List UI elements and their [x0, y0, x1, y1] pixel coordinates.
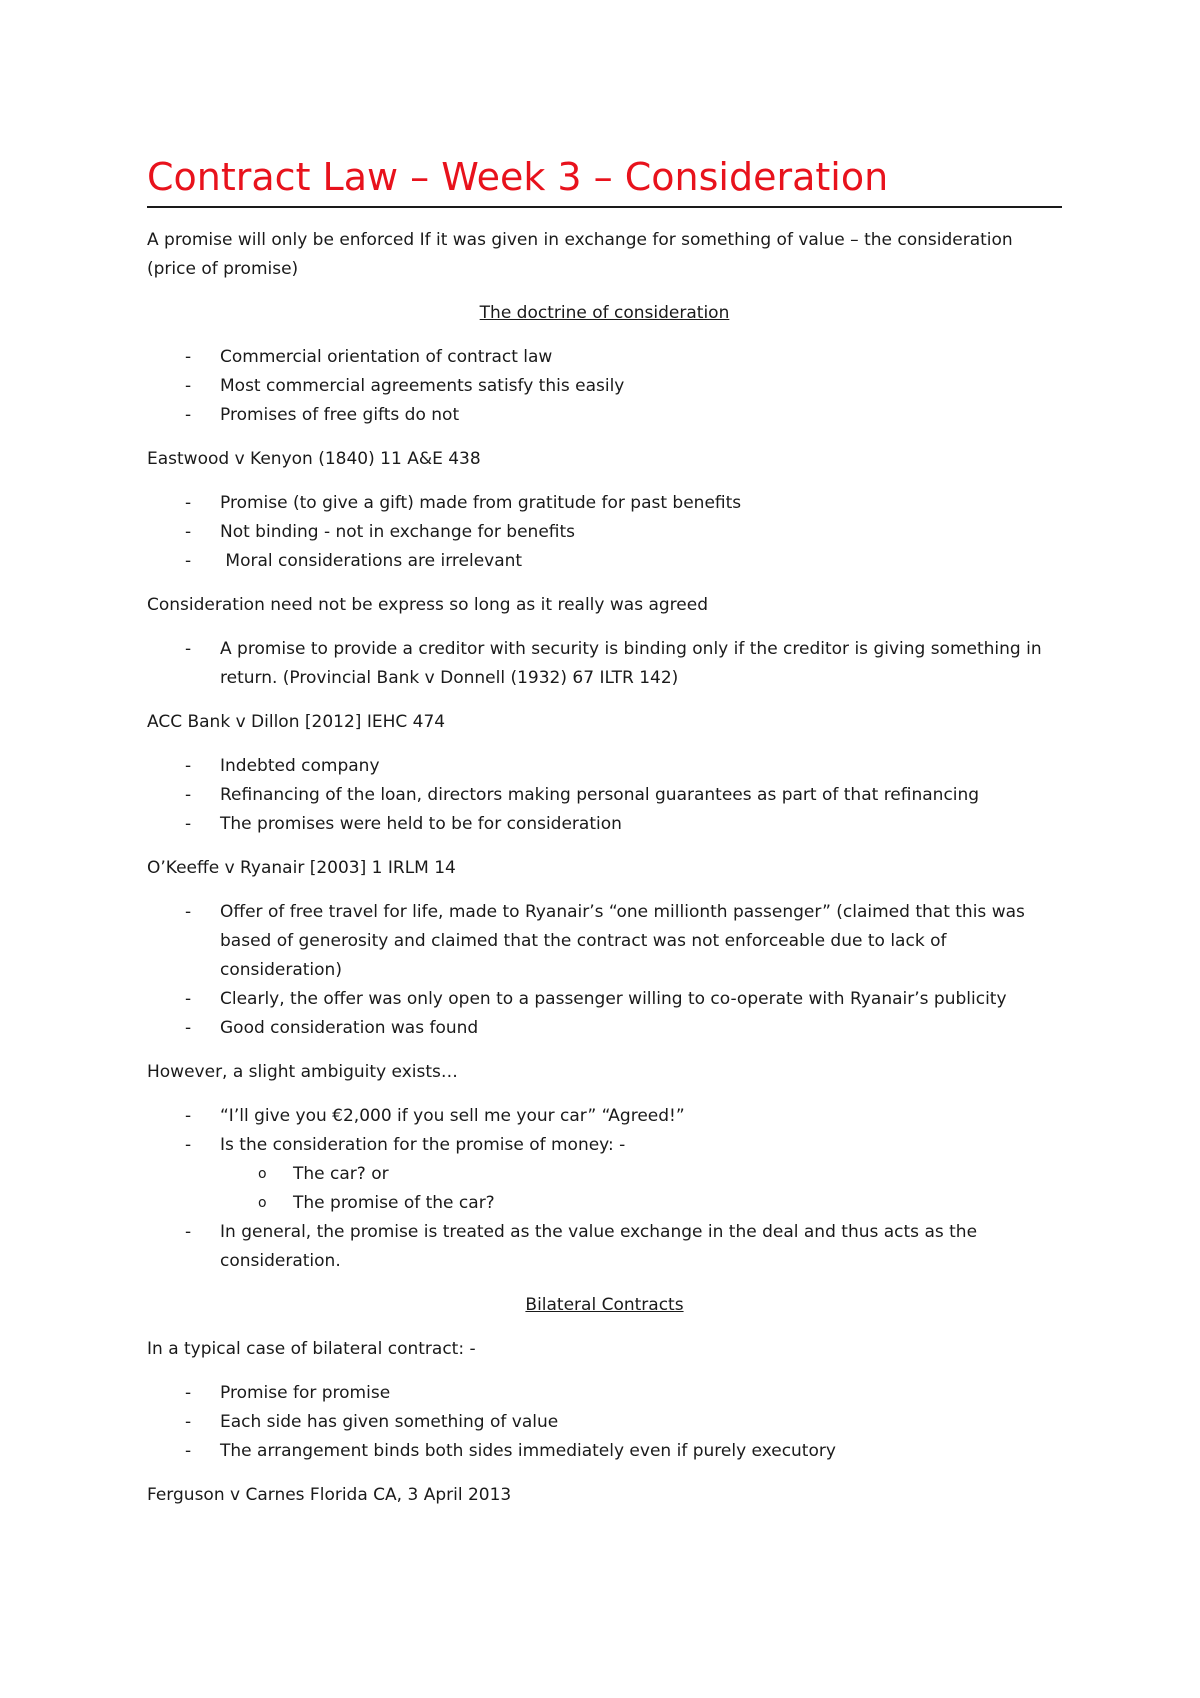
list-item: - Moral considerations are irrelevant — [147, 547, 1062, 576]
dash-marker: - — [185, 1441, 192, 1461]
list-item: - The promises were held to be for consideration — [147, 810, 1062, 839]
section-heading-bilateral: Bilateral Contracts — [525, 1295, 684, 1315]
list-item: - Good consideration was found — [147, 1014, 1062, 1043]
ambiguity-list — [147, 1102, 1062, 1276]
dash-marker: - — [185, 989, 192, 1009]
dash-marker: - — [185, 405, 192, 425]
intro-paragraph: A promise will only be enforced If it was given in exchange for something of value – the consideration (price of promise) — [147, 230, 1013, 279]
eastwood-list — [147, 489, 1062, 576]
dash-marker: - — [185, 347, 192, 367]
list-item: - Promise for promise — [147, 1379, 1062, 1408]
document-page — [147, 150, 1062, 1525]
list-item: - Not binding - not in exchange for benefits — [147, 518, 1062, 547]
okeeffe-list — [147, 898, 1062, 1043]
dash-marker: - — [185, 376, 192, 396]
list-item: - Is the consideration for the promise of money: - o The car? or o The promise of the car? — [147, 1131, 1062, 1218]
doctrine-list — [147, 343, 1062, 430]
list-item: - Most commercial agreements satisfy this easily — [147, 372, 1062, 401]
case-ferguson: Ferguson v Carnes Florida CA, 3 April 2013 — [147, 1485, 512, 1505]
ambiguity-paragraph: However, a slight ambiguity exists… — [147, 1062, 458, 1082]
dash-marker: - — [185, 785, 192, 805]
dash-marker: - — [185, 756, 192, 776]
express-paragraph: Consideration need not be express so long as it really was agreed — [147, 595, 708, 615]
list-item: - Offer of free travel for life, made to Ryanair’s “one millionth passenger” (claimed that this was based of generosity and claimed that the contract was not enforceable due to lack of consideration) — [147, 898, 1062, 985]
bilateral-paragraph: In a typical case of bilateral contract: - — [147, 1339, 476, 1359]
dash-marker: - — [185, 1412, 192, 1432]
dash-marker: - — [185, 1222, 192, 1242]
express-list — [147, 635, 1062, 693]
list-item: - Indebted company — [147, 752, 1062, 781]
list-item: - Clearly, the offer was only open to a passenger willing to co-operate with Ryanair’s publicity — [147, 985, 1062, 1014]
dash-marker: - — [185, 1383, 192, 1403]
bilateral-list — [147, 1379, 1062, 1466]
dash-marker: - — [185, 814, 192, 834]
list-item: - Refinancing of the loan, directors making personal guarantees as part of that refinancing — [147, 781, 1062, 810]
circle-bullet-marker: o — [258, 1195, 267, 1211]
case-acc-bank: ACC Bank v Dillon [2012] IEHC 474 — [147, 712, 446, 732]
list-item: - Promises of free gifts do not — [147, 401, 1062, 430]
case-eastwood: Eastwood v Kenyon (1840) 11 A&E 438 — [147, 449, 481, 469]
dash-marker: - — [185, 639, 192, 659]
dash-marker: - — [185, 902, 192, 922]
dash-marker: - — [185, 522, 192, 542]
document-title: Contract Law – Week 3 – Consideration — [147, 150, 1062, 208]
sub-list-item: o The car? or — [147, 1160, 1062, 1189]
dash-marker: - — [185, 1106, 192, 1126]
dash-marker: - — [185, 1018, 192, 1038]
sub-list-item: o The promise of the car? — [147, 1189, 1062, 1218]
acc-bank-list — [147, 752, 1062, 839]
list-item: - Each side has given something of value — [147, 1408, 1062, 1437]
dash-marker: - — [185, 1135, 192, 1155]
section-heading-doctrine: The doctrine of consideration — [479, 303, 730, 323]
circle-bullet-marker: o — [258, 1166, 267, 1182]
list-item: - Commercial orientation of contract law — [147, 343, 1062, 372]
case-okeeffe: O’Keeffe v Ryanair [2003] 1 IRLM 14 — [147, 858, 456, 878]
list-item: - The arrangement binds both sides immediately even if purely executory — [147, 1437, 1062, 1466]
dash-marker: - — [185, 493, 192, 513]
list-item: - “I’ll give you €2,000 if you sell me your car” “Agreed!” — [147, 1102, 1062, 1131]
list-item: - Promise (to give a gift) made from gratitude for past benefits — [147, 489, 1062, 518]
list-item: - In general, the promise is treated as the value exchange in the deal and thus acts as the consideration. — [147, 1218, 1062, 1276]
list-item: - A promise to provide a creditor with security is binding only if the creditor is giving something in return. (Provincial Bank v Donnell (1932) 67 ILTR 142) — [147, 635, 1062, 693]
dash-marker: - — [185, 551, 192, 571]
sub-list — [220, 1160, 1062, 1218]
